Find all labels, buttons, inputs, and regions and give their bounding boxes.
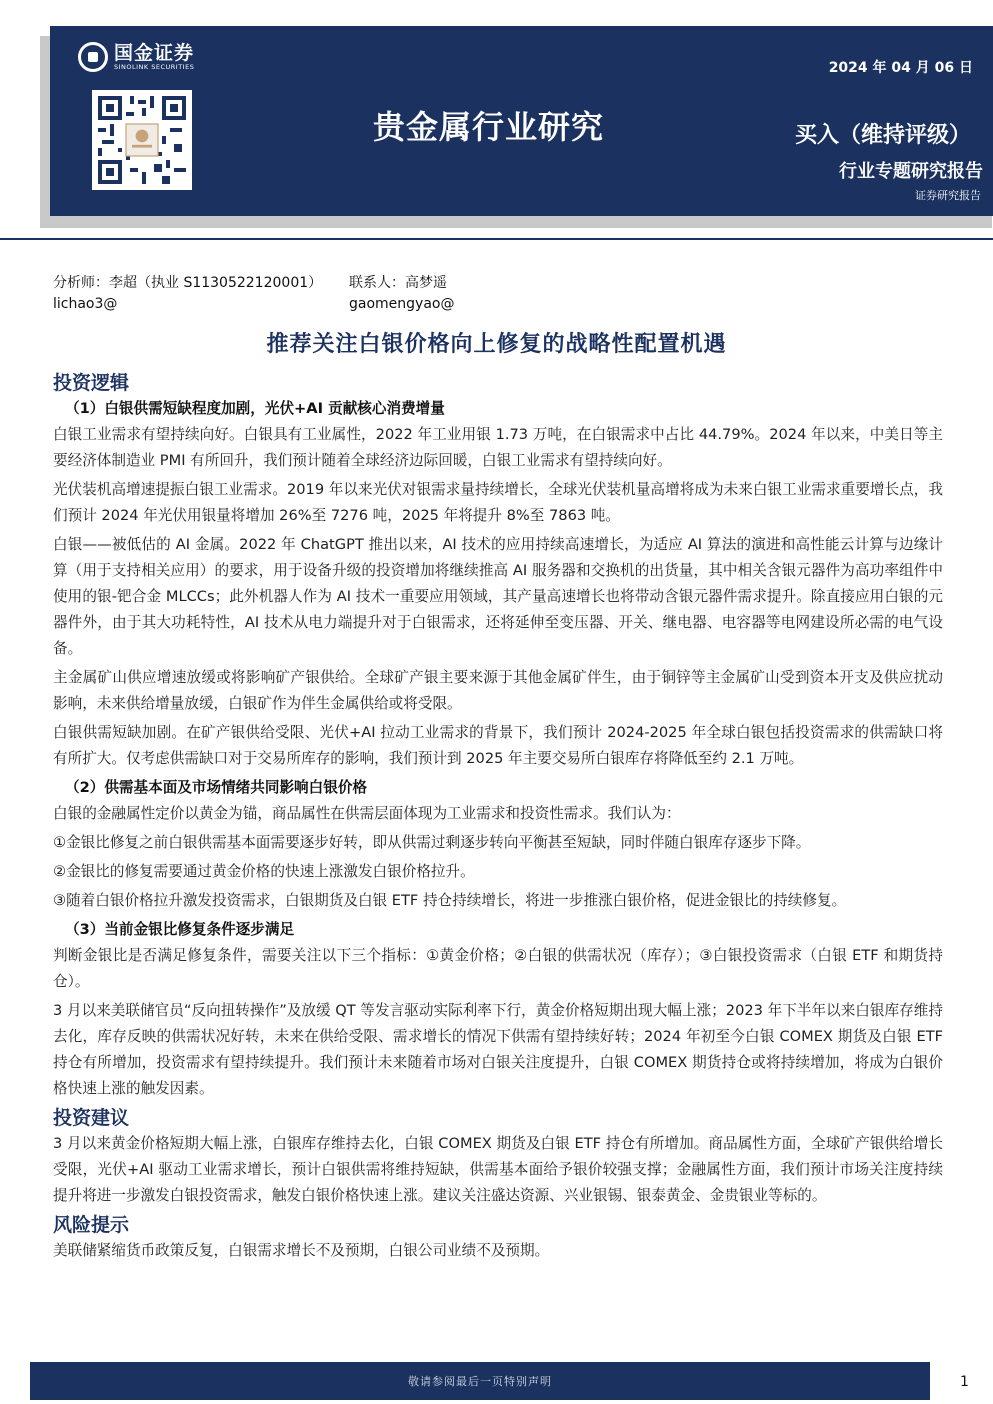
paragraph: 白银——被低估的 AI 金属。2022 年 ChatGPT 推出以来，AI 技术的应用持续高速增长，为适应 AI 算法的演进和高性能云计算与边缘计算（用于支持相关应用）的要求，用于设备升级的投资增加将继续推高 AI 服务器和交换机的出货量，其中相关含银元器件为高功率组件中使用的银-钯合金 MLCCs；此外机器人作为 AI 技术一重要应用领域，其产量高速增长也将带动含银元器件需求提升。除直接应用白银的元器件外，由于其大功耗特性，AI 技术从电力端提升对于白银需求，还将延伸至变压器、开关、继电器、电容器等电网建设所必需的电气设备。 (53, 536, 943, 657)
paragraph: 3 月以来黄金价格短期大幅上涨，白银库存维持去化，白银 COMEX 期货及白银 ETF 持仓有所增加。商品属性方面，全球矿产银供给增长受限，光伏+AI 驱动工业需求增长，预计白银供需将维持短缺，供需基本面给予银价较强支撑；金融属性方面，我们预计市场关注度持续提升将进一步激发白银投资需求，触发白银价格快速上涨。建议关注盛达资源、兴业银锡、银泰黄金、金贵银业等标的。 (53, 1135, 943, 1204)
subsection-title-3: （3）当前金银比修复条件逐步满足 (65, 921, 295, 938)
logo-mark-icon (78, 42, 108, 72)
analyst-line: 分析师：李超（执业 S1130522120001） (53, 275, 323, 291)
report-date: 2024 年 04 月 06 日 (828, 60, 973, 76)
paragraph: 白银的金融属性定价以黄金为锚，商品属性在供需层面体现为工业需求和投资性需求。我们认为： (53, 805, 681, 822)
logo-name-cn: 国金证券 (114, 42, 195, 64)
report-body (53, 368, 943, 1267)
report-subtype: 证券研究报告 (915, 189, 981, 202)
paragraph: 3 月以来美联储官员“反向扭转操作”及放缓 QT 等发言驱动实际利率下行，黄金价格短期出现大幅上涨；2023 年下半年以来白银库存维持去化，库存反映的供需状况好转，未来在供给受限、需求增长的情况下供需有望持续好转；2024 年初至今白银 COMEX 期货及白银 ETF 持仓有所增加，投资需求有望持续提升。我们预计未来随着市场对白银关注度提升，白银 COMEX 期货持仓或将持续增加，将成为白银价格快速上涨的触发因素。 (53, 1002, 943, 1097)
paragraph: 白银供需短缺加剧。在矿产银供给受限、光伏+AI 拉动工业需求的背景下，我们预计 2024-2025 年全球白银包括投资需求的供需缺口将有所扩大。仅考虑供需缺口对于交易所库存的影响，我们预计到 2025 年主要交易所白银库存将降低至约 2.1 万吨。 (53, 724, 943, 767)
qr-code-graphic (94, 92, 190, 188)
page-number: 1 (960, 1374, 969, 1390)
paragraph: ①金银比修复之前白银供需基本面需要逐步好转，即从供需过剩逐步转向平衡甚至短缺，同时伴随白银库存逐步下降。 (53, 834, 811, 851)
contact-line: 联系人：高梦遥 (349, 275, 447, 291)
footer-notice: 敬请参阅最后一页特别声明 (408, 1375, 552, 1388)
subsection-title-2: （2）供需基本面及市场情绪共同影响白银价格 (65, 779, 368, 796)
rating-label: 买入（维持评级） (794, 123, 971, 148)
logo-name-en: SINOLINK SECURITIES (114, 63, 195, 71)
paragraph: 判断金银比是否满足修复条件，需要关注以下三个指标：①黄金价格；②白银的供需状况（库存）；③白银投资需求（白银 ETF 和期货持仓）。 (53, 947, 943, 990)
paragraph: 主金属矿山供应增速放缓或将影响矿产银供给。全球矿产银主要来源于其他金属矿伴生，由于铜锌等主金属矿山受到资本开支及供应扰动影响，未来供给增量放缓，白银矿作为伴生金属供给或将受限。 (53, 669, 943, 712)
report-main-title: 推荐关注白银价格向上修复的战略性配置机遇 (266, 332, 727, 357)
section-title-risk: 风险提示 (53, 1214, 130, 1236)
analyst-email: lichao3@ (53, 296, 118, 312)
contact-email: gaomengyao@ (349, 296, 455, 312)
paragraph: ②金银比的修复需要通过黄金价格的快速上涨激发白银价格拉升。 (53, 863, 475, 880)
report-type: 行业专题研究报告 (839, 161, 983, 182)
subsection-title-1: （1）白银供需短缺程度加剧，光伏+AI 贡献核心消费增量 (65, 400, 445, 417)
contact-info (349, 273, 454, 315)
company-logo (78, 42, 194, 72)
paragraph: 白银工业需求有望持续向好。白银具有工业属性，2022 年工业用银 1.73 万吨，在白银需求中占比 44.79%。2024 年以来，中美日等主要经济体制造业 PMI 有所回升，我们预计随着全球经济边际回暖，白银工业需求有望持续向好。 (53, 426, 943, 469)
paragraph: ③随着白银价格拉升激发投资需求，白银期货及白银 ETF 持仓持续增长，将进一步推涨白银价格，促进金银比的持续修复。 (53, 892, 847, 909)
section-title-logic: 投资逻辑 (53, 372, 130, 394)
qr-code-icon (92, 90, 192, 190)
paragraph: 美联储紧缩货币政策反复，白银需求增长不及预期，白银公司业绩不及预期。 (53, 1242, 550, 1259)
industry-title: 贵金属行业研究 (373, 108, 605, 146)
analyst-info (53, 273, 322, 315)
section-title-advice: 投资建议 (53, 1107, 130, 1129)
paragraph: 光伏装机高增速提振白银工业需求。2019 年以来光伏对银需求量持续增长，全球光伏装机量高增将成为未来白银工业需求重要增长点，我们预计 2024 年光伏用银量将增加 26%至 7276 吨，2025 年将提升 8%至 7863 吨。 (53, 481, 943, 524)
header-divider (0, 238, 993, 240)
